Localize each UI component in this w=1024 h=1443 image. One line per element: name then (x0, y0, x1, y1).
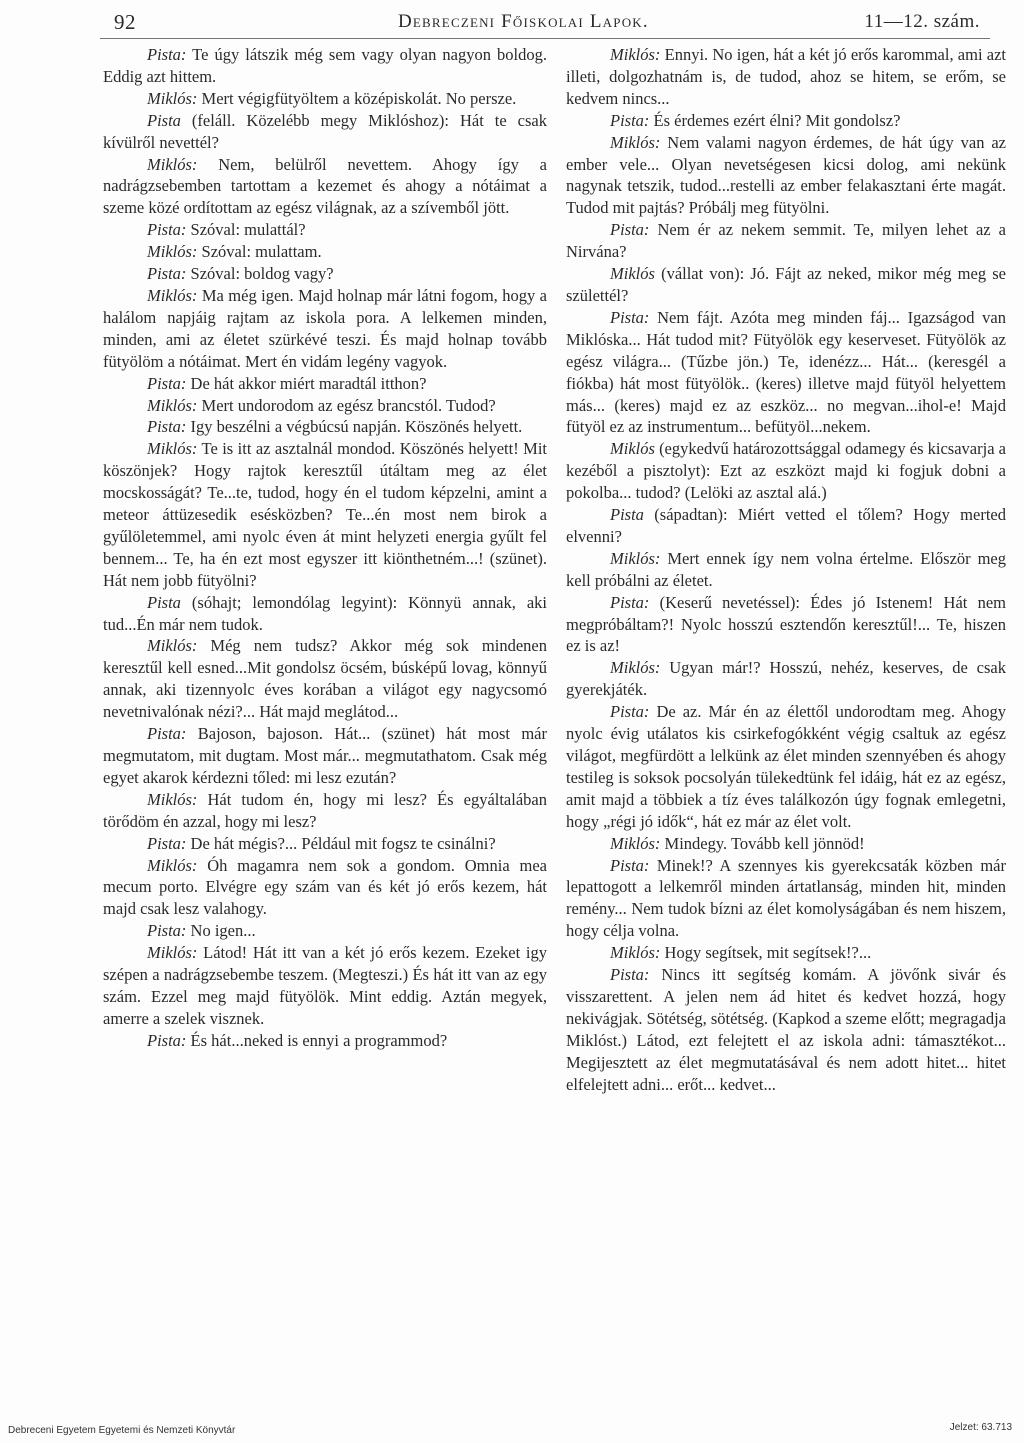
dialogue-paragraph (103, 373, 547, 395)
dialogue-text: No igen... (186, 921, 256, 941)
dialogue-paragraph (103, 635, 547, 723)
speaker-name: Miklós: (610, 658, 661, 678)
dialogue-text: (egykedvű határozottsággal odamegy és kicsavarja a kezéből a pisztolyt): Ezt az eszközt majd ki fogjuk dobni a pokolba... tudod? (Lelöki az asztal alá.) (566, 439, 1006, 503)
speaker-name: Miklós: (610, 132, 661, 152)
dialogue-paragraph (103, 154, 547, 220)
dialogue-text: És hát...neked is ennyi a programmod? (186, 1030, 448, 1050)
dialogue-text: Bajoson, bajoson. Hát... (szünet) hát most már megmutatom, mit dugtam. Most már... megmutathatom. Csak még egyet akarok kérdezni tőled: mi lesz ezután? (103, 724, 547, 787)
dialogue-paragraph (566, 132, 1006, 220)
dialogue-text: Ugyan már!? Hosszú, nehéz, keserves, de csak gyerekjáték. (566, 658, 1006, 700)
page-number: 92 (114, 10, 136, 34)
dialogue-text: Igy beszélni a végbúcsú napján. Köszönés helyett. (186, 417, 523, 437)
header-rule (100, 38, 990, 39)
speaker-name: Pista: (147, 724, 187, 744)
speaker-name: Miklós (610, 264, 655, 284)
dialogue-text: Te is itt az asztalnál mondod. Köszönés helyett! Mit köszönjek? Hogy rajtok keresztűl útáltam meg az élet mocskosságát? Te...te, tudod, hogy én el tudom képzelni, amint a meteor áttüzesedik esésközben? Te...én most nem birok a gyűlöletemmel, ami nyolc éven át mint helyzeti energia gyűlt fel bennem... Te, ha én ezt most egyszer itt kiönthetném...! (szünet). Hát nem jobb fütyölni? (103, 439, 547, 590)
dialogue-text: (sóhajt; lemondólag legyint): Könnyü annak, aki tud...Én már nem tudok. (103, 592, 547, 634)
speaker-name: Pista: (147, 45, 187, 64)
speaker-name: Pista: (610, 702, 650, 722)
dialogue-text: Minek!? A szennyes kis gyerekcsaták közben már lepattogott a lelkemről minden ártatlanság, minden hit, minden remény... Nem tudok bízni az élet komolyságában és nem hiszem, hogy célja volna. (566, 855, 1006, 941)
page-header (100, 8, 990, 36)
dialogue-paragraph (566, 833, 1006, 855)
dialogue-paragraph (103, 88, 547, 110)
dialogue-paragraph (566, 438, 1006, 504)
speaker-name: Pista: (610, 855, 650, 875)
dialogue-paragraph (103, 416, 547, 438)
left-column (103, 44, 547, 1052)
dialogue-text: Hogy segítsek, mit segítsek!?... (660, 943, 872, 963)
dialogue-paragraph (103, 263, 547, 285)
speaker-name: Miklós: (610, 833, 661, 853)
dialogue-paragraph (566, 110, 1006, 132)
dialogue-paragraph (103, 44, 547, 88)
speaker-name: Pista: (147, 833, 187, 853)
speaker-name: Miklós: (147, 242, 198, 262)
speaker-name: Pista: (147, 417, 187, 437)
dialogue-text: De hát mégis?... Például mit fogsz te csinálni? (186, 833, 496, 853)
speaker-name: Miklós: (147, 439, 198, 459)
dialogue-text: (vállat von): Jó. Fájt az neked, mikor még meg se születtél? (566, 264, 1006, 305)
dialogue-paragraph (566, 942, 1006, 964)
dialogue-text: És érdemes ezért élni? Mit gondolsz? (649, 110, 901, 130)
dialogue-paragraph (103, 942, 547, 1030)
dialogue-paragraph (566, 219, 1006, 263)
dialogue-paragraph (566, 964, 1006, 1095)
dialogue-paragraph (103, 241, 547, 263)
speaker-name: Miklós: (147, 395, 198, 415)
speaker-name: Pista: (147, 220, 187, 240)
dialogue-text: Szóval: mulattam. (197, 242, 322, 262)
speaker-name: Pista: (610, 110, 650, 130)
speaker-name: Miklós: (610, 45, 661, 64)
speaker-name: Pista (610, 505, 644, 525)
library-credit: Debreceni Egyetem Egyetemi és Nemzeti Könyvtár (8, 1425, 236, 1436)
shelfmark: Jelzet: 63.713 (949, 1422, 1012, 1433)
right-column (566, 44, 1006, 1096)
dialogue-text: Te úgy látszik még sem vagy olyan nagyon boldog. Eddig azt hittem. (103, 45, 547, 86)
dialogue-text: Mert undorodom az egész brancstól. Tudod? (197, 395, 496, 415)
dialogue-paragraph (103, 110, 547, 154)
dialogue-paragraph (566, 263, 1006, 307)
dialogue-paragraph (103, 833, 547, 855)
dialogue-paragraph (566, 657, 1006, 701)
dialogue-text: Még nem tudsz? Akkor még sok mindenen keresztűl kell esned...Mit gondolsz öcsém, búsképű lovag, könnyű annak, aki tizennyolc éves korában a világot egy nagycsomó nevetnivalónak nézi?... Hát majd meglátod... (103, 636, 547, 722)
dialogue-text: De az. Már én az élettől undorodtam meg. Ahogy nyolc évig utálatos kis csirkefogókként végig csaltuk az egész világot, megfürdött a lelkünk az élet minden szennyében és ahogy testileg is soksok pocsolyán tülekedtünk fel idáig, hát ez az egész, amit majd a többiek a tíz éves találkozón úgy fognak emlegetni, hogy „régi jó idők“, hát ez már az élet volt. (566, 702, 1006, 831)
dialogue-text: Ennyi. No igen, hát a két jó erős karommal, ami azt illeti, dolgozhatnám is, de tudod, ahoz se hitem, se erőm, se kedvem nincs... (566, 45, 1006, 108)
speaker-name: Miklós (610, 439, 655, 459)
speaker-name: Miklós: (147, 285, 198, 305)
speaker-name: Miklós: (147, 636, 198, 656)
dialogue-text: De hát akkor miért maradtál itthon? (186, 373, 427, 393)
dialogue-text: Nem valami nagyon érdemes, de hát úgy van az ember vele... Olyan nevetségesen kicsi dolog, ami nekünk nagynak tetszik, tudod...restelli az ember felakasztani érte magát. Tudod mit pajtás? Próbálj meg fütyölni. (566, 132, 1006, 218)
dialogue-text: Nem ér az nekem semmit. Te, milyen lehet az a Nirvána? (566, 220, 1006, 262)
dialogue-text: Mindegy. Tovább kell jönnöd! (660, 833, 865, 853)
dialogue-paragraph (566, 701, 1006, 832)
issue-number: 11—12. szám. (864, 11, 980, 32)
dialogue-paragraph (103, 789, 547, 833)
speaker-name: Miklós: (147, 789, 198, 809)
speaker-name: Pista: (147, 373, 187, 393)
dialogue-paragraph (566, 44, 1006, 110)
dialogue-text: Hát tudom én, hogy mi lesz? És egyáltalában törődöm én azzal, hogy mi lesz? (103, 789, 547, 831)
speaker-name: Miklós: (147, 154, 198, 174)
dialogue-paragraph (103, 855, 547, 921)
dialogue-paragraph (103, 592, 547, 636)
dialogue-text: Nem, belülről nevettem. Ahogy így a nadrágzsebemben tartottam a kezemet és ahogy a nótáimat a szeme közé ordítottam az egész világnak, az a szívemből jött. (103, 154, 547, 218)
speaker-name: Pista: (147, 264, 187, 284)
journal-title: Debreczeni Főiskolai Lapok. (398, 11, 649, 32)
dialogue-paragraph (566, 307, 1006, 438)
speaker-name: Miklós: (610, 548, 661, 568)
dialogue-paragraph (103, 285, 547, 373)
dialogue-paragraph (103, 723, 547, 789)
dialogue-paragraph (103, 395, 547, 417)
dialogue-paragraph (103, 438, 547, 591)
dialogue-paragraph (103, 1030, 547, 1052)
speaker-name: Pista: (147, 921, 187, 941)
dialogue-paragraph (103, 219, 547, 241)
dialogue-paragraph (566, 504, 1006, 548)
dialogue-text: (feláll. Közelébb megy Miklóshoz): Hát te csak kívülről nevettél? (103, 110, 547, 152)
dialogue-paragraph (566, 855, 1006, 943)
dialogue-text: Látod! Hát itt van a két jó erős kezem. Ezeket igy szépen a nadrágzsebembe teszem. (Megteszi.) És hát itt van az egy szám. Ezzel meg majd fütyölök. Mint eddig. Aztán megyek, amerre a szelek visznek. (103, 943, 547, 1028)
speaker-name: Pista (147, 592, 181, 612)
dialogue-text: Óh magamra nem sok a gondom. Omnia mea mecum porto. Elvégre egy szám van és két jó erős kezem, hát majd csak lesz valahogy. (103, 855, 547, 919)
dialogue-paragraph (566, 592, 1006, 658)
speaker-name: Pista: (610, 220, 650, 240)
speaker-name: Miklós: (147, 943, 198, 963)
dialogue-text: (Keserű nevetéssel): Édes jó Istenem! Hát nem megpróbáltam?! Nyolc hosszú esztendőn keresztűl!... Te, hiszen ez is az! (566, 592, 1006, 656)
speaker-name: Pista: (610, 592, 650, 612)
dialogue-text: Mert végigfütyöltem a középiskolát. No persze. (197, 88, 517, 108)
speaker-name: Miklós: (610, 943, 661, 963)
dialogue-text: Nincs itt segítség komám. A jövőnk sivár és visszarettent. A jelen nem ád hitet és kedvet hozzá, hogy nekivágjak. Sötétség, sötétség. (Kapkod a szeme előtt; megragadja Miklóst.) Látod, ezt felejtett el az iskola adni: támasztékot... Megijesztett az élet megmutatásával és nem adott hitet... hitet elfelejtett adni... erőt... kedvet... (566, 965, 1006, 1094)
dialogue-paragraph (566, 548, 1006, 592)
speaker-name: Pista: (610, 965, 650, 985)
speaker-name: Pista (147, 110, 181, 130)
speaker-name: Pista: (610, 307, 650, 327)
dialogue-text: Ma még igen. Majd holnap már látni fogom, hogy a halálom napjáig rajtam az iskola pora. A lelkemen minden, minden, ami az életet szürkévé teszi. És majd holnap tovább fütyölöm a nótáimat. Mert én vidám legény vagyok. (103, 285, 547, 371)
speaker-name: Pista: (147, 1030, 187, 1050)
dialogue-text: Szóval: mulattál? (186, 220, 306, 240)
dialogue-text: Nem fájt. Azóta meg minden fáj... Igazságod van Miklóska... Hát tudod mit? Fütyölök egy keserveset. Fütyölök az egész világra... (Tűzbe jön.) Te, idenézz... Hát... (keresgél a fiókba) hát most fütyölök.. (keres) illetve majd fütyöl helyettem más... (keres) majd ez az eszköz... no megvan...ihol-e! Majd fütyöl ez az instrumentum... befütyöl...nekem. (566, 307, 1006, 437)
dialogue-text: Mert ennek így nem volna értelme. Először meg kell próbálni az életet. (566, 548, 1006, 590)
speaker-name: Miklós: (147, 88, 198, 108)
speaker-name: Miklós: (147, 855, 198, 875)
dialogue-text: Szóval: boldog vagy? (186, 264, 334, 284)
dialogue-text: (sápadtan): Miért vetted el tőlem? Hogy merted elvenni? (566, 505, 1006, 546)
dialogue-paragraph (103, 920, 547, 942)
